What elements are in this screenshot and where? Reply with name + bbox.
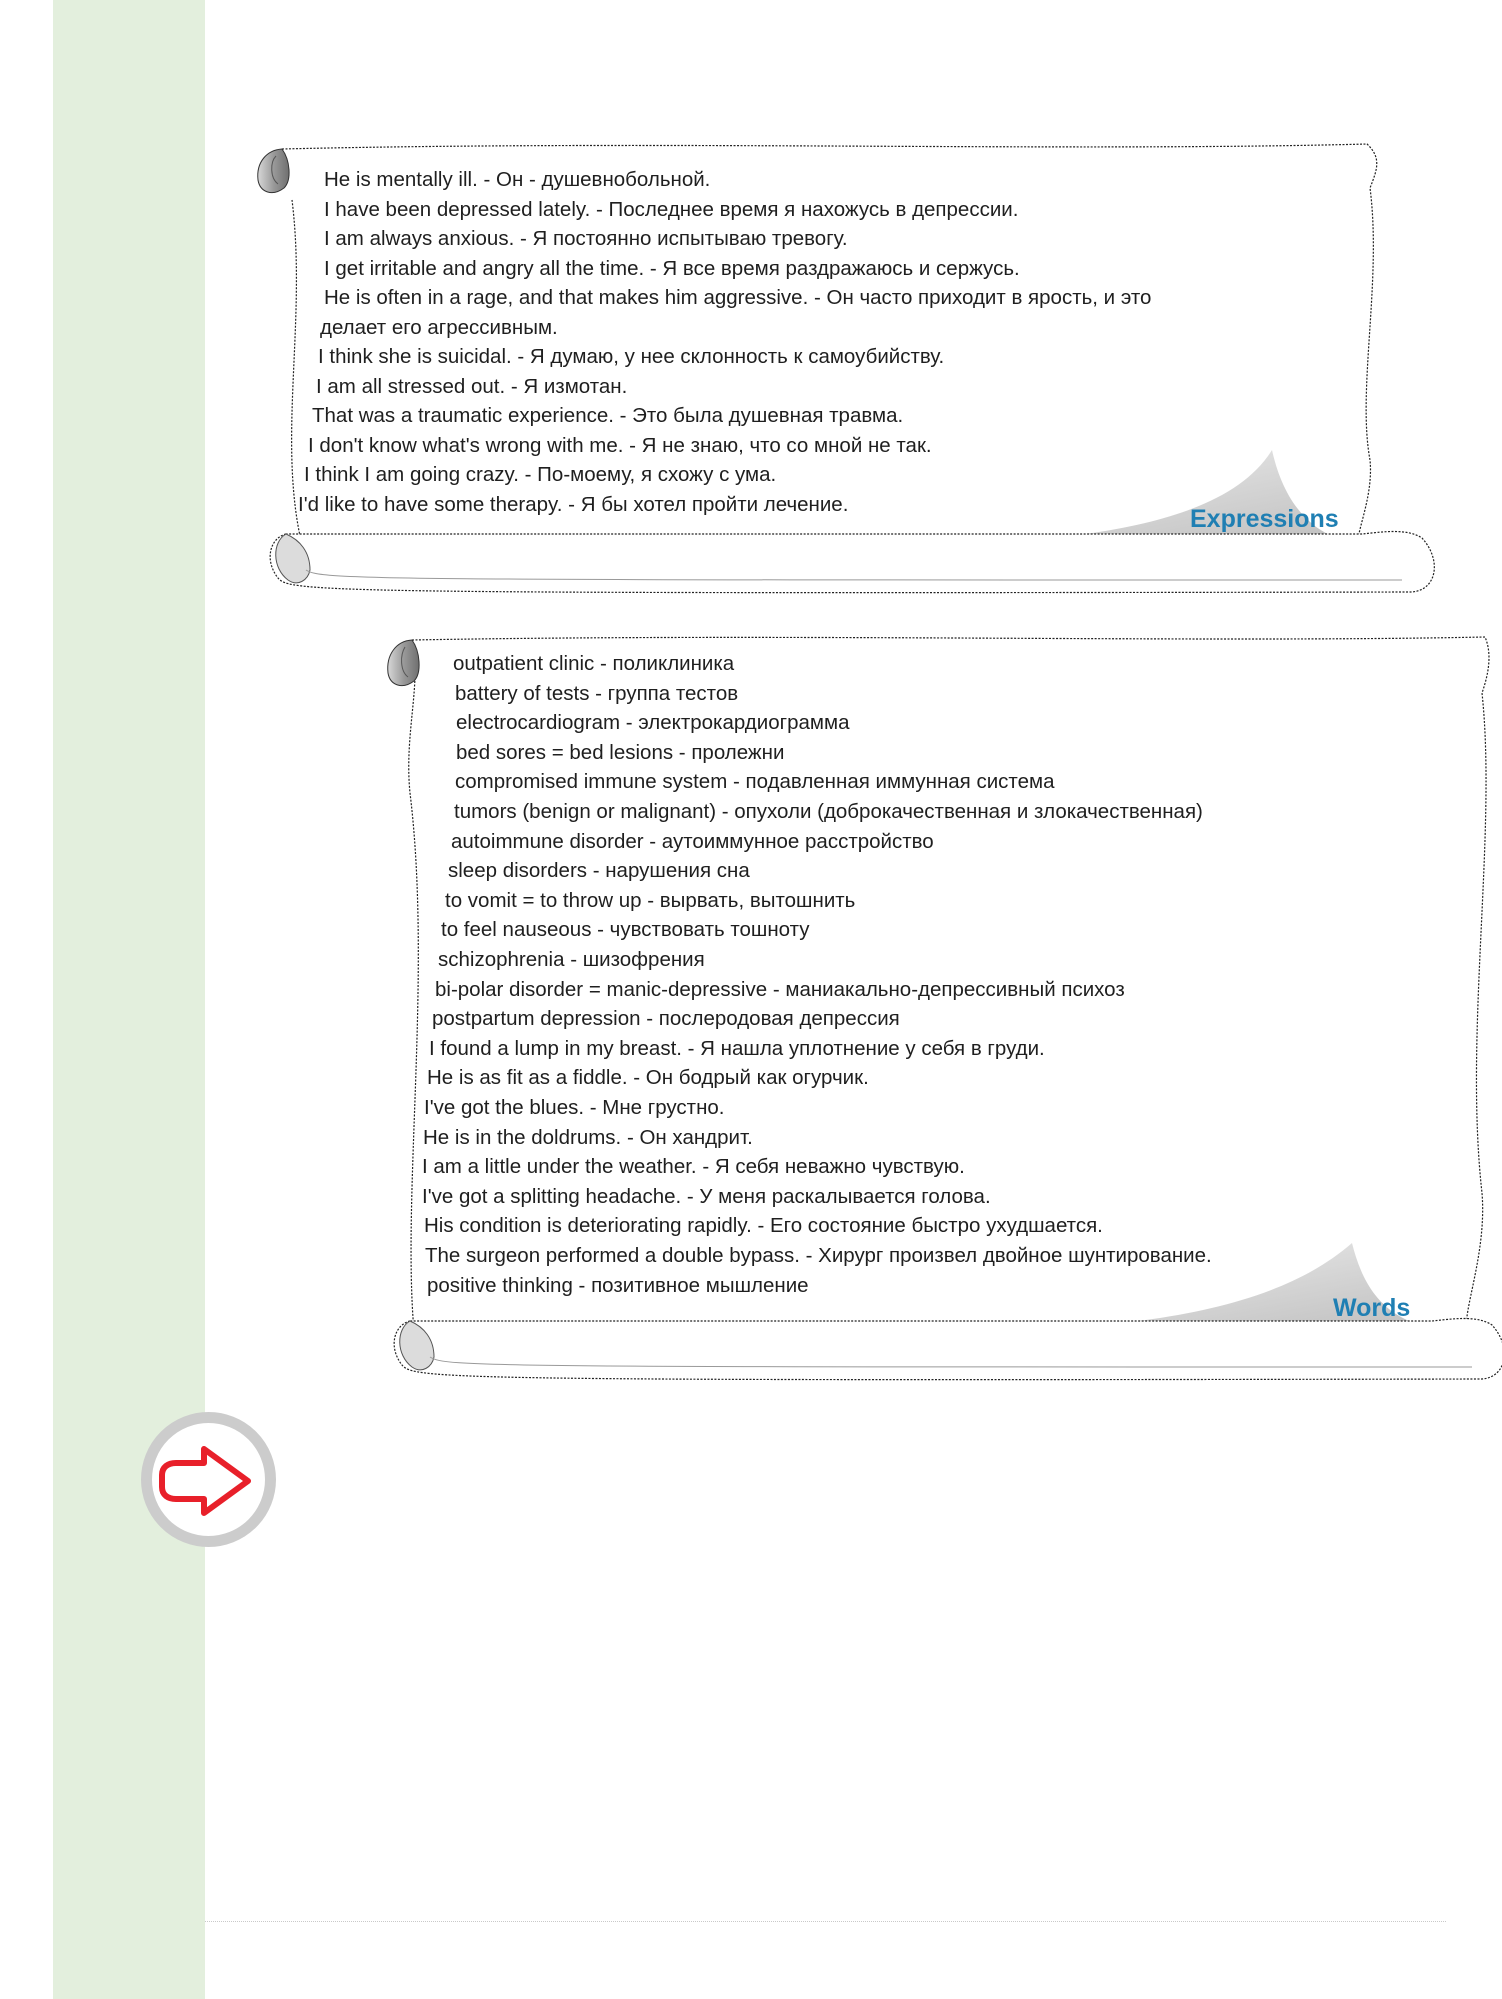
list-item: outpatient clinic - поликлиника	[453, 652, 735, 675]
next-arrow-button[interactable]	[140, 1411, 277, 1548]
words-title: Words	[1333, 1294, 1411, 1322]
list-item: His condition is deteriorating rapidly. - Его состояние быстро ухудшается.	[424, 1214, 1103, 1238]
list-item: I get irritable and angry all the time. - Я все время раздражаюсь и сержусь.	[324, 256, 1020, 280]
list-item: bed sores = bed lesions - пролежни	[456, 740, 785, 764]
list-item: to vomit = to throw up - вырвать, вытошнить	[445, 888, 856, 912]
words-scroll	[392, 633, 1502, 1403]
list-item: He is often in a rage, and that makes him aggressive. - Он часто приходит в ярость, и это	[324, 286, 1152, 309]
footer-rule	[205, 1921, 1446, 1922]
list-item: sleep disorders - нарушения сна	[448, 859, 750, 883]
list-item: I don't know what's wrong with me. - Я не знаю, что со мной не так.	[308, 433, 932, 457]
list-item: to feel nauseous - чувствовать тошноту	[441, 918, 810, 942]
list-item: I've got a splitting headache. - У меня раскалывается голова.	[422, 1184, 991, 1208]
list-item: I think I am going crazy. - По-моему, я схожу с ума.	[304, 463, 777, 486]
list-item: schizophrenia - шизофрения	[438, 948, 705, 971]
list-item: делает его агрессивным.	[320, 315, 558, 339]
list-item: He is mentally ill. - Он - душевнобольной.	[324, 168, 711, 191]
list-item: tumors (benign or malignant) - опухоли (доброкачественная и злокачественная)	[454, 800, 1203, 823]
list-item: I'd like to have some therapy. - Я бы хотел пройти лечение.	[298, 492, 849, 516]
list-item: battery of tests - группа тестов	[455, 681, 739, 705]
list-item: compromised immune system - подавленная иммунная система	[455, 770, 1055, 794]
list-item: He is in the doldrums. - Он хандрит.	[423, 1125, 753, 1149]
list-item: postpartum depression - послеродовая депрессия	[432, 1007, 900, 1031]
list-item: I think she is suicidal. - Я думаю, у нее склонность к самоубийству.	[318, 345, 945, 368]
list-item: That was a traumatic experience. - Это была душевная травма.	[312, 404, 904, 427]
list-item: The surgeon performed a double bypass. - Хирург произвел двойное шунтирование.	[425, 1244, 1212, 1267]
list-item: bi-polar disorder = manic-depressive - маниакально-депрессивный психоз	[435, 977, 1125, 1001]
right-arrow-icon	[140, 1411, 277, 1548]
expressions-title: Expressions	[1190, 505, 1339, 533]
list-item: I am a little under the weather. - Я себя неважно чувствую.	[422, 1155, 965, 1179]
list-item: I've got the blues. - Мне грустно.	[424, 1096, 725, 1119]
list-item: I have been depressed lately. - Последнее время я нахожусь в депрессии.	[324, 197, 1019, 221]
list-item: positive thinking - позитивное мышление	[427, 1273, 809, 1297]
expressions-scroll	[262, 140, 1442, 600]
list-item: autoimmune disorder - аутоиммунное расстройство	[451, 829, 934, 853]
list-item: I found a lump in my breast. - Я нашла уплотнение у себя в груди.	[429, 1036, 1045, 1060]
words-list	[392, 633, 1502, 1353]
list-item: I am always anxious. - Я постоянно испытываю тревогу.	[324, 227, 848, 250]
side-band	[53, 0, 205, 1999]
list-item: He is as fit as a fiddle. - Он бодрый как огурчик.	[427, 1066, 869, 1090]
list-item: electrocardiogram - электрокардиограмма	[456, 711, 850, 735]
expressions-list	[262, 140, 1442, 560]
list-item: I am all stressed out. - Я измотан.	[316, 374, 628, 398]
